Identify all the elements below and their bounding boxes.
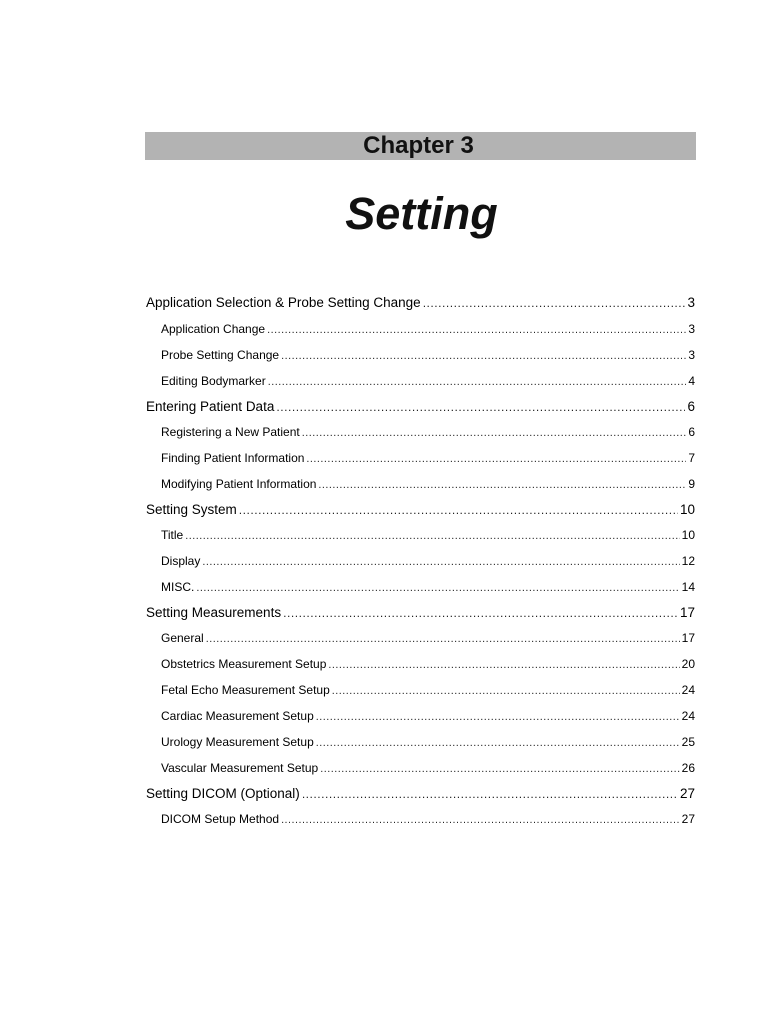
- toc-dot-leader: [316, 737, 680, 749]
- toc-page-number: 3: [687, 295, 695, 310]
- toc-subsection-entry[interactable]: [161, 374, 695, 388]
- toc-subsection-entry[interactable]: [161, 735, 695, 749]
- toc-section-entry[interactable]: [146, 786, 695, 801]
- toc-page-number: 6: [687, 399, 695, 414]
- toc-entry-label: Setting Measurements: [146, 605, 282, 620]
- toc-entry-label: Cardiac Measurement Setup: [161, 709, 314, 723]
- toc-dot-leader: [239, 503, 678, 517]
- toc-page-number: 7: [688, 451, 695, 465]
- toc-entry-label: Editing Bodymarker: [161, 374, 266, 388]
- toc-dot-leader: [423, 296, 686, 310]
- toc-section-entry[interactable]: [146, 399, 695, 414]
- toc-entry-label: Setting DICOM (Optional): [146, 786, 300, 801]
- toc-subsection-entry[interactable]: [161, 657, 695, 671]
- toc-dot-leader: [328, 659, 679, 671]
- toc-subsection-entry[interactable]: [161, 683, 695, 697]
- toc-page-number: 14: [681, 580, 695, 594]
- toc-dot-leader: [318, 479, 686, 491]
- toc-subsection-entry[interactable]: [161, 709, 695, 723]
- toc-page-number: 25: [681, 735, 695, 749]
- toc-entry-label: Registering a New Patient: [161, 425, 300, 439]
- toc-dot-leader: [283, 606, 678, 620]
- toc-dot-leader: [302, 427, 687, 439]
- toc-subsection-entry[interactable]: [161, 580, 695, 594]
- toc-page-number: 10: [679, 502, 695, 517]
- toc-subsection-entry[interactable]: [161, 348, 695, 362]
- toc-entry-label: MISC.: [161, 580, 195, 594]
- toc-subsection-entry[interactable]: [161, 761, 695, 775]
- toc-page-number: 24: [681, 683, 695, 697]
- toc-page-number: 9: [688, 477, 695, 491]
- toc-page-number: 27: [679, 786, 695, 801]
- toc-page-number: 10: [681, 528, 695, 542]
- toc-dot-leader: [276, 400, 685, 414]
- toc-entry-label: Probe Setting Change: [161, 348, 280, 362]
- toc-page-number: 3: [688, 322, 695, 336]
- toc-subsection-entry[interactable]: [161, 528, 695, 542]
- toc-dot-leader: [306, 453, 686, 465]
- toc-entry-label: Modifying Patient Information: [161, 477, 317, 491]
- toc-dot-leader: [185, 530, 679, 542]
- toc-subsection-entry[interactable]: [161, 477, 695, 491]
- toc-dot-leader: [202, 556, 679, 568]
- toc-page-number: 12: [681, 554, 695, 568]
- toc-entry-label: Obstetrics Measurement Setup: [161, 657, 327, 671]
- toc-dot-leader: [281, 814, 680, 826]
- toc-dot-leader: [196, 582, 679, 594]
- toc-dot-leader: [206, 633, 680, 645]
- toc-page-number: 24: [681, 709, 695, 723]
- toc-page-number: 17: [679, 605, 695, 620]
- toc-entry-label: Urology Measurement Setup: [161, 735, 314, 749]
- toc-page-number: 17: [681, 631, 695, 645]
- toc-section-entry[interactable]: [146, 295, 695, 310]
- toc-dot-leader: [302, 787, 678, 801]
- toc-dot-leader: [281, 350, 686, 362]
- toc-subsection-entry[interactable]: [161, 631, 695, 645]
- toc-entry-label: Vascular Measurement Setup: [161, 761, 319, 775]
- toc-dot-leader: [268, 376, 687, 388]
- toc-dot-leader: [332, 685, 680, 697]
- toc-page-number: 4: [688, 374, 695, 388]
- chapter-label: Chapter 3: [363, 132, 474, 159]
- toc-subsection-entry[interactable]: [161, 322, 695, 336]
- toc-entry-label: Application Change: [161, 322, 266, 336]
- toc-entry-label: Display: [161, 554, 201, 568]
- toc-dot-leader: [320, 763, 679, 775]
- toc-entry-label: Title: [161, 528, 184, 542]
- toc-entry-label: Entering Patient Data: [146, 399, 275, 414]
- toc-subsection-entry[interactable]: [161, 425, 695, 439]
- toc-page-number: 3: [688, 348, 695, 362]
- toc-entry-label: Fetal Echo Measurement Setup: [161, 683, 330, 697]
- toc-dot-leader: [267, 324, 686, 336]
- toc-page-number: 27: [681, 812, 695, 826]
- toc-subsection-entry[interactable]: [161, 812, 695, 826]
- toc-page-number: 20: [681, 657, 695, 671]
- toc-dot-leader: [316, 711, 680, 723]
- toc-entry-label: General: [161, 631, 204, 645]
- toc-entry-label: Application Selection & Probe Setting Change: [146, 295, 421, 310]
- toc-section-entry[interactable]: [146, 502, 695, 517]
- toc-page-number: 26: [681, 761, 695, 775]
- toc-entry-label: Finding Patient Information: [161, 451, 305, 465]
- toc-page-number: 6: [688, 425, 695, 439]
- toc-subsection-entry[interactable]: [161, 451, 695, 465]
- toc-section-entry[interactable]: [146, 605, 695, 620]
- toc-subsection-entry[interactable]: [161, 554, 695, 568]
- chapter-heading-bar: [145, 132, 696, 160]
- toc-entry-label: Setting System: [146, 502, 237, 517]
- chapter-title: Setting: [345, 188, 498, 239]
- toc-entry-label: DICOM Setup Method: [161, 812, 280, 826]
